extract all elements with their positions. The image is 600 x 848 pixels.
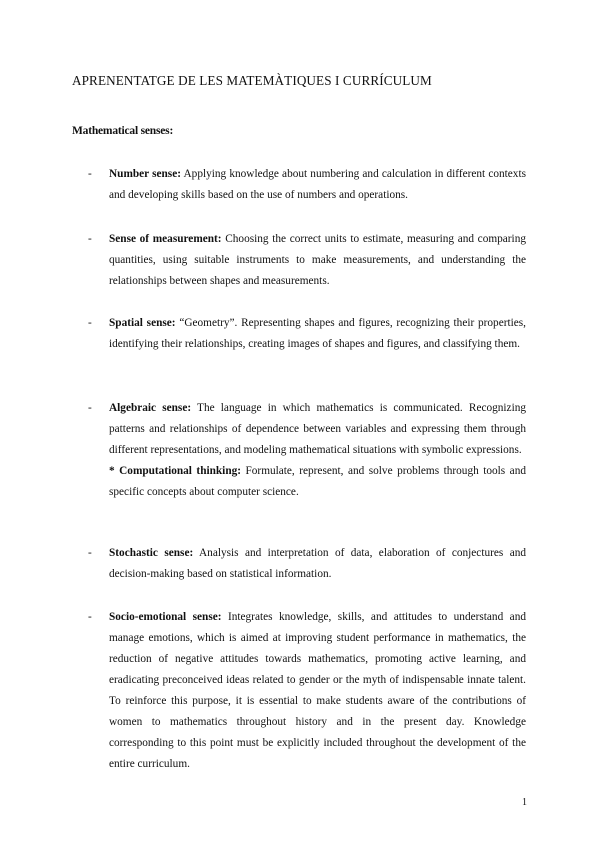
list-item-algebraic-sense <box>88 398 526 503</box>
section-heading: Mathematical senses: <box>72 125 174 137</box>
list-item-text: The language in which mathematics is communicated. Recognizing patterns and relationships of dependence between variables and expressing them through different representations, and modeling mathematical situations with symbolic expressions. <box>109 402 527 456</box>
list-item-body <box>109 229 526 292</box>
list-item-body <box>109 543 526 585</box>
list-item-term: Spatial sense: <box>109 317 176 329</box>
bullet-dash: - <box>88 168 92 180</box>
list-item-text: Integrates knowledge, skills, and attitudes to understand and manage emotions, which is aimed at improving student performance in mathematics, the reduction of negative attitudes towards mathematics, promoting active learning, and eradicating preconceived ideas related to gender or the myth of indispensable innate talent. To reinforce this purpose, it is essential to make students aware of the contributions of women to mathematics throughout history and in the present day. Knowledge corresponding to this point must be explicitly included throughout the development of the entire curriculum. <box>109 611 526 770</box>
list-item-term: Stochastic sense: <box>109 547 194 559</box>
list-item-socio-emotional-sense <box>88 607 526 775</box>
list-item-term: Number sense: <box>109 168 181 180</box>
page-number: 1 <box>522 797 527 808</box>
list-item-term: Socio-emotional sense: <box>109 611 222 623</box>
list-item-term: Sense of measurement: <box>109 233 222 245</box>
list-item-text: Choosing the correct units to estimate, measuring and comparing quantities, using suitable instruments to make measurements, and understanding the relationships between shapes and measurements. <box>109 233 526 287</box>
list-item-body <box>109 607 526 775</box>
list-item-text: Applying knowledge about numbering and calculation in different contexts and developing skills based on the use of numbers and operations. <box>109 168 526 201</box>
list-item-text: “Geometry”. Representing shapes and figures, recognizing their properties, identifying their relationships, creating images of shapes and figures, and classifying them. <box>109 317 526 350</box>
note-text: Formulate, represent, and solve problems through tools and specific concepts about computer science. <box>109 465 526 498</box>
list-item-text: Analysis and interpretation of data, elaboration of conjectures and decision-making based on statistical information. <box>109 547 526 580</box>
computational-thinking-note <box>109 461 526 503</box>
bullet-dash: - <box>88 611 92 623</box>
note-term: * Computational thinking: <box>109 465 242 477</box>
list-item-sense-of-measurement <box>88 229 526 292</box>
list-item-spatial-sense <box>88 313 526 355</box>
list-item-body <box>109 164 526 206</box>
list-item-body <box>109 398 526 461</box>
bullet-dash: - <box>88 547 92 559</box>
list-item-term: Algebraic sense: <box>109 402 192 414</box>
list-item-number-sense <box>88 164 526 206</box>
bullet-dash: - <box>88 402 92 414</box>
bullet-dash: - <box>88 317 92 329</box>
list-item-body <box>109 313 526 355</box>
list-item-stochastic-sense <box>88 543 526 585</box>
bullet-dash: - <box>88 233 92 245</box>
page-title: APRENENTATGE DE LES MATEMÀTIQUES I CURRÍCULUM <box>72 73 432 88</box>
